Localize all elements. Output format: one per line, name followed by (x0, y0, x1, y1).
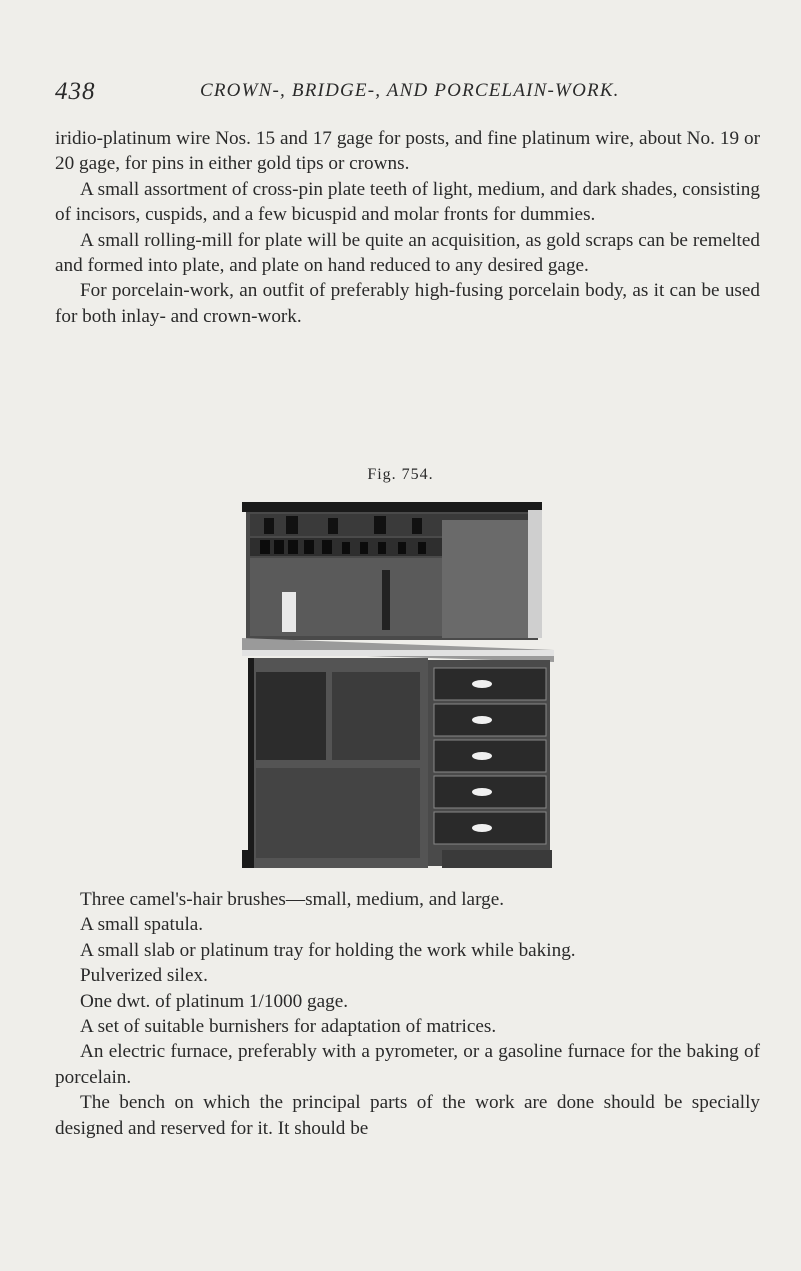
paragraph: A small assortment of cross-pin plate teeth of light, medium, and dark shades, consisting of incisors, cuspids, and a few bicuspid and molar fronts for dummies. (55, 178, 760, 226)
body-text-top (55, 126, 760, 329)
page-number: 438 (55, 78, 96, 105)
paragraph: A set of suitable burnishers for adaptation of matrices. (80, 1016, 497, 1038)
paragraph: iridio-platinum wire Nos. 15 and 17 gage for posts, and fine platinum wire, about No. 19 or 20 gage, for pins in either gold tips or crowns. (55, 128, 760, 175)
paragraph: Pulverized silex. (80, 965, 208, 987)
paragraph: A small slab or platinum tray for holding the work while baking. (80, 939, 576, 961)
paragraph: For porcelain-work, an outfit of preferably high-fusing porcelain body, as it can be used for both inlay- and crown-work. (55, 280, 760, 327)
paragraph: A small spatula. (80, 914, 204, 936)
figure-caption: Fig. 754. (367, 466, 434, 483)
paragraph: The bench on which the principal parts of the work are done should be specially designed and reserved for it. It should be (55, 1092, 760, 1139)
paragraph: An electric furnace, preferably with a pyrometer, or a gasoline furnace for the baking of porcelain. (55, 1041, 760, 1088)
body-text-bottom (55, 887, 760, 1141)
paragraph: One dwt. of platinum 1/1000 gage. (80, 990, 349, 1012)
dental-workbench-illustration (242, 500, 554, 868)
paragraph: A small rolling-mill for plate will be quite an acquisition, as gold scraps can be remelted and formed into plate, and plate on hand reduced to any desired gage. (55, 229, 760, 277)
paragraph: Three camel's-hair brushes—small, medium, and large. (80, 889, 505, 910)
running-head (55, 78, 755, 112)
running-head-title: CROWN-, BRIDGE-, AND PORCELAIN-WORK. (200, 80, 620, 101)
